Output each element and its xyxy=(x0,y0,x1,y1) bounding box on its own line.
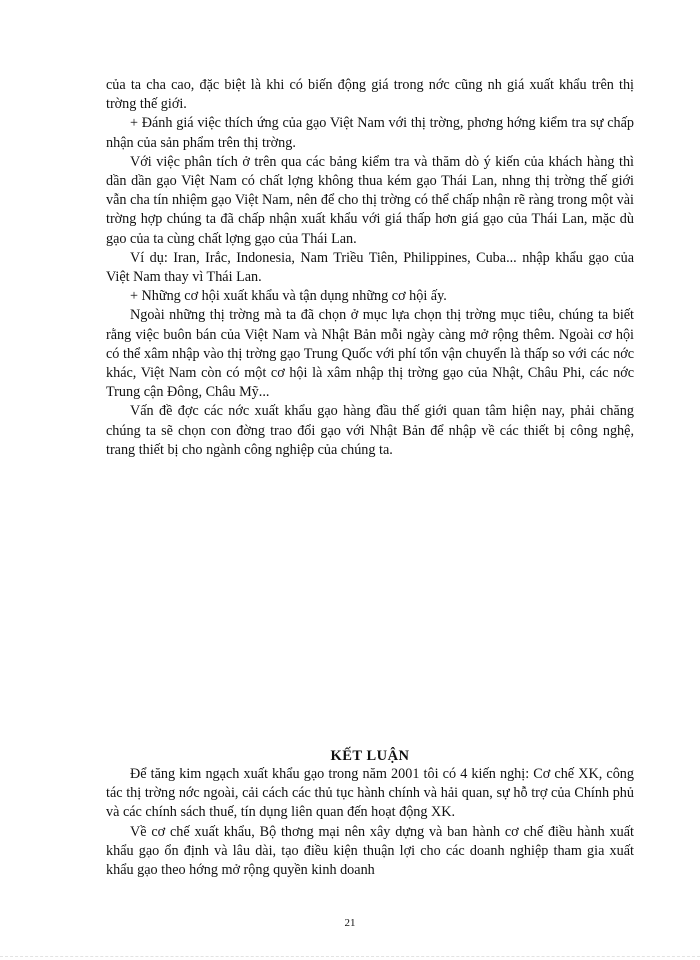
paragraph: Vấn đề đợc các nớc xuất khẩu gạo hàng đầu thế giới quan tâm hiện nay, phải chăng chúng ta sẽ chọn con đờng trao đổi gạo với Nhật Bản để nhập về các thiết bị công nghệ, trang thiết bị cho ngành công nghiệp của chúng ta. xyxy=(106,403,634,458)
body-text-section xyxy=(106,76,634,460)
paragraph: + Đánh giá việc thích ứng của gạo Việt Nam với thị trờng, phơng hớng kiểm tra sự chấp nhận của sản phẩm trên thị trờng. xyxy=(106,115,634,151)
paragraph: Với việc phân tích ở trên qua các bảng kiểm tra và thăm dò ý kiến của khách hàng thì dần dần gạo Việt Nam có chất lợng không thua kém gạo Thái Lan, nhng thị trờng thế giới vẫn cha tín nhiệm gạo Việt Nam, nên để cho thị trờng có thể chấp nhận rẽ ràng trong một vài trờng hợp chúng ta đã chấp nhận xuất khẩu với giá thấp hơn giá gạo của Thái Lan, mặc dù gạo của ta cùng chất lợng gạo của Thái Lan. xyxy=(106,153,634,247)
paragraph: Ví dụ: Iran, Irắc, Indonesia, Nam Triều Tiên, Philippines, Cuba... nhập khẩu gạo của Việt Nam thay vì Thái Lan. xyxy=(106,249,634,286)
paragraph: của ta cha cao, đặc biệt là khi có biến động giá trong nớc cũng nh giá xuất khẩu trên thị trờng thế giới. xyxy=(106,77,634,113)
paragraph: Về cơ chế xuất khẩu, Bộ thơng mại nên xây dựng và ban hành cơ chế điều hành xuất khẩu gạo ổn định và lâu dài, tạo điều kiện thuận lợi cho các doanh nghiệp tham gia xuất khẩu gạo theo hớng mở rộng quyền kinh doanh xyxy=(106,823,634,879)
conclusion-section xyxy=(106,748,634,880)
page-bottom-divider xyxy=(0,956,700,957)
paragraph: Để tăng kim ngạch xuất khẩu gạo trong năm 2001 tôi có 4 kiến nghị: Cơ chế XK, công tác thị trờng nớc ngoài, cải cách các thủ tục hành chính và hải quan, sự hỗ trợ của Chính phủ và các chính sách thuế, tín dụng liên quan đến hoạt động XK. xyxy=(106,766,634,821)
paragraph: Ngoài những thị trờng mà ta đã chọn ở mục lựa chọn thị trờng mục tiêu, chúng ta biết rằng việc buôn bán của Việt Nam và Nhật Bản mỗi ngày càng mở rộng thêm. Ngoài cơ hội có thể xâm nhập vào thị trờng gạo Trung Quốc với phí tổn vận chuyển là thấp so với các nớc khác, Việt Nam còn có một cơ hội là xâm nhập thị trờng gạo của Nhật, Châu Phi, các nớc Trung cận Đông, Châu Mỹ... xyxy=(106,307,634,401)
page-number: 21 xyxy=(344,917,356,929)
conclusion-heading: KẾT LUẬN xyxy=(330,748,410,764)
paragraph: + Những cơ hội xuất khẩu và tận dụng những cơ hội ấy. xyxy=(130,288,447,305)
